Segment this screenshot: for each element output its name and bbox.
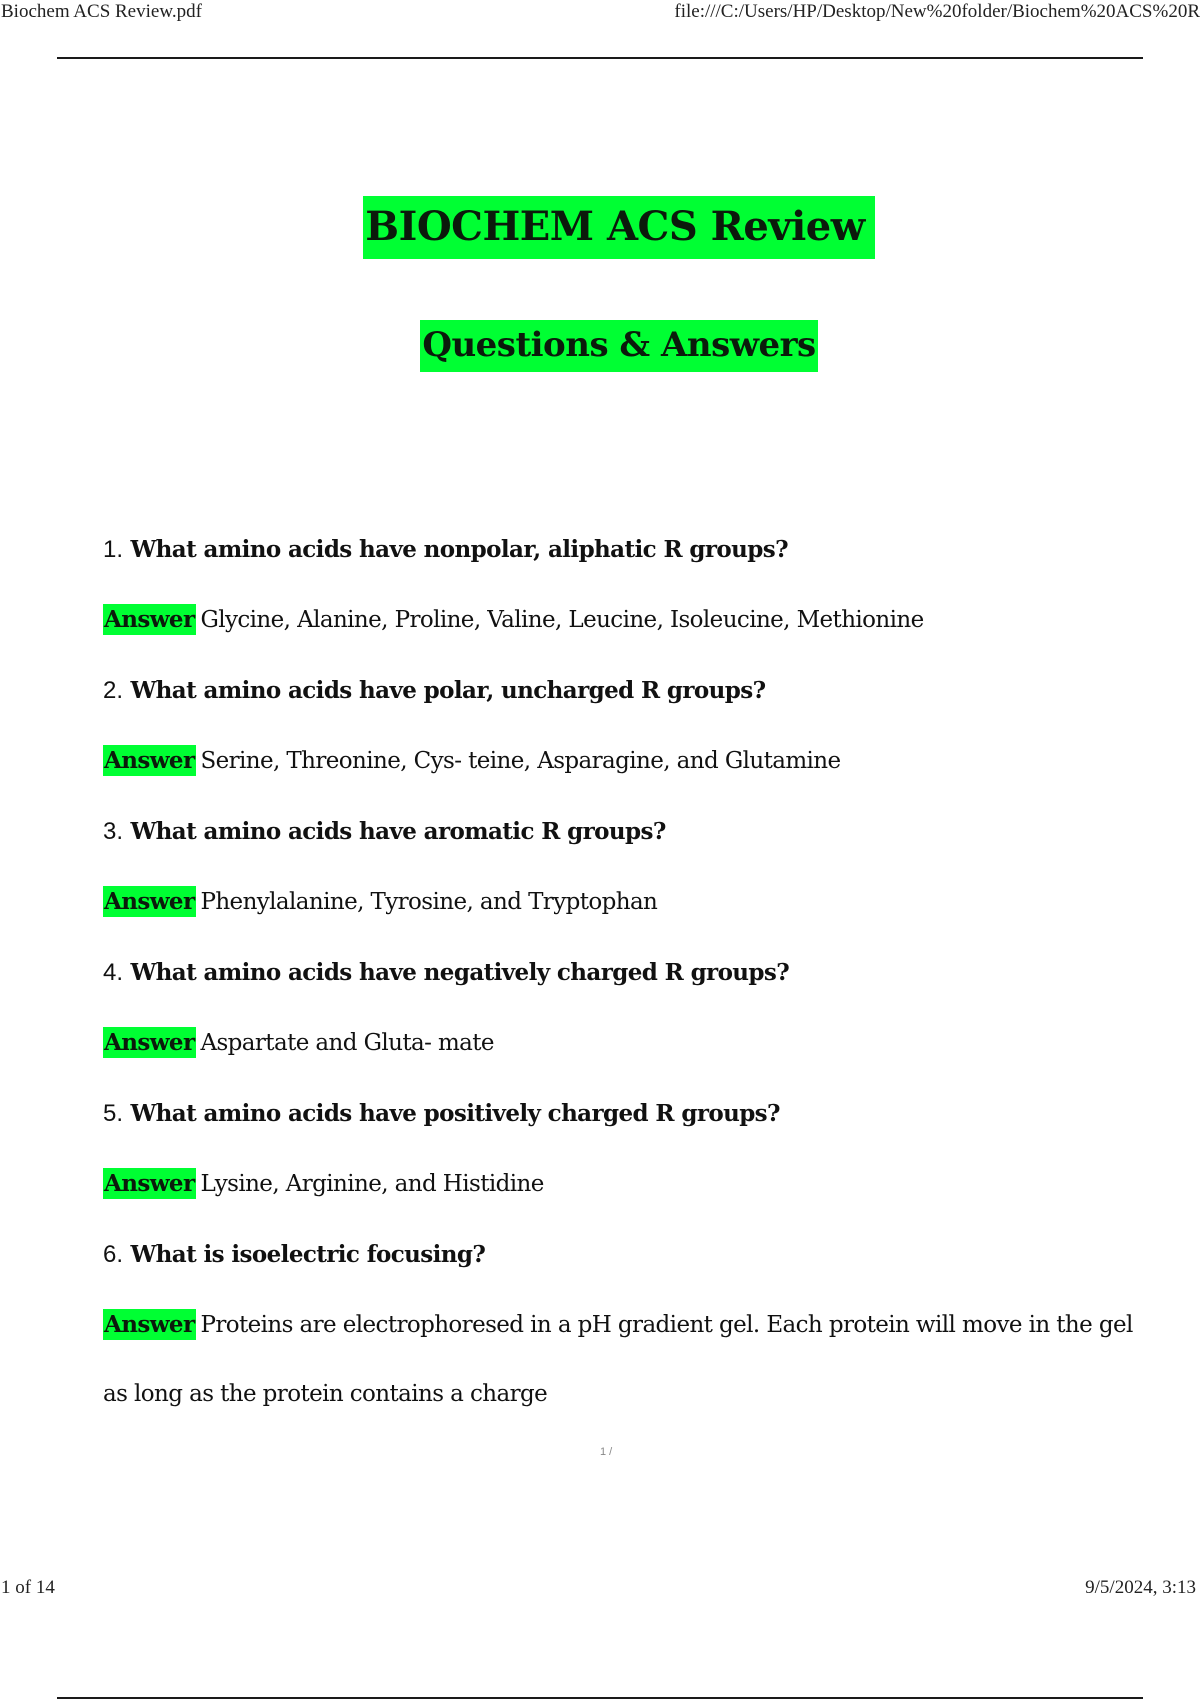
print-doc-title: Biochem ACS Review.pdf bbox=[1, 1, 202, 22]
page-marker: 1 / bbox=[600, 1446, 613, 1458]
answer-label: Answer bbox=[104, 1170, 195, 1197]
print-header bbox=[0, 0, 1200, 26]
question-1 bbox=[103, 536, 788, 564]
document-title: BIOCHEM ACS Review bbox=[363, 196, 874, 259]
answer-3 bbox=[103, 886, 657, 917]
page-count: 1 of 14 bbox=[1, 1577, 55, 1598]
question-number: 1. bbox=[103, 536, 124, 563]
question-text: What amino acids have nonpolar, aliphatic R groups? bbox=[130, 536, 788, 563]
print-file-url: file:///C:/Users/HP/Desktop/New%20folder/Biochem%20ACS%20R bbox=[674, 1, 1200, 22]
answer-label: Answer bbox=[104, 1029, 195, 1056]
answer-text: Glycine, Alanine, Proline, Valine, Leucine, Isoleucine, Methionine bbox=[200, 607, 924, 633]
answer-1 bbox=[103, 604, 924, 635]
answer-label: Answer bbox=[104, 606, 195, 633]
question-text: What amino acids have aromatic R groups? bbox=[130, 818, 666, 845]
answer-4 bbox=[103, 1027, 494, 1058]
question-number: 2. bbox=[103, 677, 124, 704]
question-number: 6. bbox=[103, 1241, 124, 1268]
header-rule bbox=[57, 57, 1143, 59]
answer-6-continued: as long as the protein contains a charge bbox=[103, 1381, 548, 1407]
answer-2 bbox=[103, 745, 841, 776]
question-3 bbox=[103, 818, 666, 846]
question-number: 4. bbox=[103, 959, 124, 986]
answer-text: Proteins are electrophoresed in a pH gradient gel. Each protein will move in the gel bbox=[200, 1312, 1133, 1338]
question-text: What amino acids have positively charged R groups? bbox=[130, 1100, 780, 1127]
answer-5 bbox=[103, 1168, 544, 1199]
footer-rule bbox=[57, 1697, 1143, 1699]
subtitle-block bbox=[0, 320, 1200, 372]
document-subtitle: Questions & Answers bbox=[420, 320, 817, 372]
question-number: 5. bbox=[103, 1100, 124, 1127]
answer-text: Phenylalanine, Tyrosine, and Tryptophan bbox=[200, 889, 658, 915]
question-text: What amino acids have polar, uncharged R groups? bbox=[130, 677, 766, 704]
question-2 bbox=[103, 677, 766, 705]
answer-label: Answer bbox=[104, 888, 195, 915]
answer-6 bbox=[103, 1309, 1133, 1340]
question-number: 3. bbox=[103, 818, 124, 845]
title-block bbox=[0, 196, 1200, 259]
answer-label: Answer bbox=[104, 747, 195, 774]
question-text: What amino acids have negatively charged R groups? bbox=[130, 959, 790, 986]
question-6 bbox=[103, 1241, 485, 1269]
print-timestamp: 9/5/2024, 3:13 bbox=[1085, 1577, 1196, 1598]
question-5 bbox=[103, 1100, 780, 1128]
question-4 bbox=[103, 959, 789, 987]
answer-text: Serine, Threonine, Cys- teine, Asparagine, and Glutamine bbox=[200, 748, 841, 774]
answer-text: Aspartate and Gluta- mate bbox=[200, 1030, 494, 1056]
question-text: What is isoelectric focusing? bbox=[130, 1241, 486, 1268]
answer-text: Lysine, Arginine, and Histidine bbox=[200, 1171, 544, 1197]
answer-label: Answer bbox=[104, 1311, 195, 1338]
